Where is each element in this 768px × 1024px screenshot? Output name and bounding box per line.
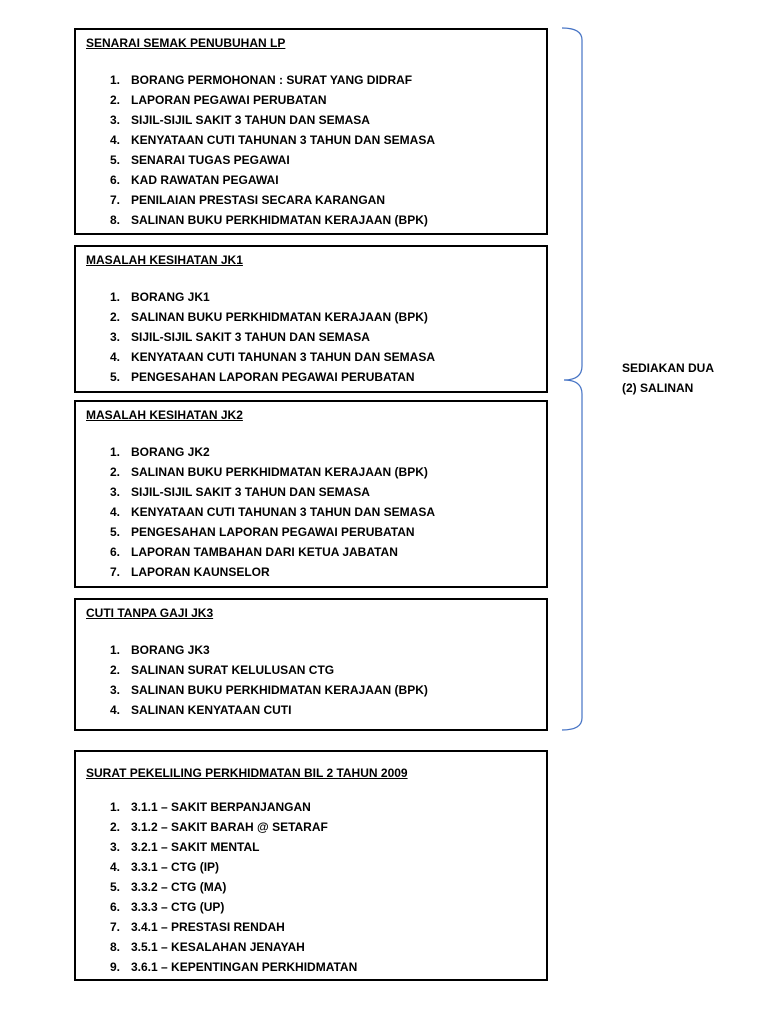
item-text: 3.2.1 – SAKIT MENTAL	[131, 840, 260, 854]
item-number: 4.	[109, 703, 120, 717]
item-text: SALINAN BUKU PERKHIDMATAN KERAJAAN (BPK)	[131, 310, 428, 324]
item-text: 3.3.2 – CTG (MA)	[131, 880, 227, 894]
curly-brace-icon	[560, 26, 590, 736]
list-item	[86, 502, 536, 522]
item-number: 2.	[109, 310, 120, 324]
box-title: MASALAH KESIHATAN JK1	[86, 253, 243, 267]
list-item	[86, 442, 536, 462]
list-item	[86, 522, 536, 542]
item-text: KENYATAAN CUTI TAHUNAN 3 TAHUN DAN SEMASA	[131, 133, 436, 147]
checklist	[86, 797, 536, 977]
list-item	[86, 347, 536, 367]
checklist-box-lp	[74, 28, 548, 235]
item-text: KENYATAAN CUTI TAHUNAN 3 TAHUN DAN SEMASA	[131, 505, 436, 519]
checklist-box-jk1	[74, 245, 548, 393]
copies-note	[622, 358, 752, 398]
item-number: 4.	[109, 133, 120, 147]
list-item	[86, 857, 536, 877]
box-title: SENARAI SEMAK PENUBUHAN LP	[86, 36, 286, 50]
item-number: 5.	[109, 370, 120, 384]
item-number: 8.	[109, 213, 120, 227]
list-item	[86, 307, 536, 327]
item-number: 6.	[109, 545, 120, 559]
list-item	[86, 90, 536, 110]
item-number: 2.	[109, 93, 120, 107]
item-number: 1.	[109, 445, 120, 459]
item-text: LAPORAN KAUNSELOR	[131, 565, 270, 579]
item-text: PENILAIAN PRESTASI SECARA KARANGAN	[131, 193, 386, 207]
list-item	[86, 462, 536, 482]
list-item	[86, 70, 536, 90]
list-item	[86, 917, 536, 937]
list-item	[86, 150, 536, 170]
item-number: 3.	[109, 113, 120, 127]
box-title: SURAT PEKELILING PERKHIDMATAN BIL 2 TAHUN 2009	[86, 766, 408, 780]
item-number: 3.	[109, 485, 120, 499]
item-text: LAPORAN TAMBAHAN DARI KETUA JABATAN	[131, 545, 398, 559]
list-item	[86, 482, 536, 502]
item-number: 3.	[109, 683, 120, 697]
checklist-box-jk3	[74, 598, 548, 731]
list-item	[86, 700, 536, 720]
item-text: BORANG JK3	[131, 643, 210, 657]
item-number: 9.	[109, 960, 120, 974]
item-number: 5.	[109, 880, 120, 894]
item-text: 3.5.1 – KESALAHAN JENAYAH	[131, 940, 305, 954]
item-number: 7.	[109, 193, 120, 207]
item-text: SALINAN BUKU PERKHIDMATAN KERAJAAN (BPK)	[131, 465, 428, 479]
list-item	[86, 660, 536, 680]
list-item	[86, 190, 536, 210]
list-item	[86, 542, 536, 562]
list-item	[86, 937, 536, 957]
list-item	[86, 367, 536, 387]
list-item	[86, 897, 536, 917]
list-item	[86, 287, 536, 307]
item-text: SIJIL-SIJIL SAKIT 3 TAHUN DAN SEMASA	[131, 330, 370, 344]
item-text: 3.4.1 – PRESTASI RENDAH	[131, 920, 285, 934]
copies-note-line1: SEDIAKAN DUA	[622, 361, 715, 375]
list-item	[86, 562, 536, 582]
list-item	[86, 957, 536, 977]
list-item	[86, 110, 536, 130]
item-number: 8.	[109, 940, 120, 954]
item-text: SALINAN SURAT KELULUSAN CTG	[131, 663, 335, 677]
item-number: 1.	[109, 73, 120, 87]
list-item	[86, 837, 536, 857]
list-item	[86, 640, 536, 660]
item-text: SALINAN BUKU PERKHIDMATAN KERAJAAN (BPK)	[131, 683, 428, 697]
checklist	[86, 70, 536, 230]
item-number: 3.	[109, 840, 120, 854]
item-text: SIJIL-SIJIL SAKIT 3 TAHUN DAN SEMASA	[131, 113, 370, 127]
item-number: 1.	[109, 290, 120, 304]
item-number: 1.	[109, 800, 120, 814]
item-number: 6.	[109, 173, 120, 187]
checklist-box-jk2	[74, 400, 548, 588]
item-number: 3.	[109, 330, 120, 344]
item-number: 5.	[109, 525, 120, 539]
item-number: 4.	[109, 505, 120, 519]
checklist	[86, 442, 536, 582]
item-text: 3.1.2 – SAKIT BARAH @ SETARAF	[131, 820, 328, 834]
box-title: CUTI TANPA GAJI JK3	[86, 606, 214, 620]
list-item	[86, 817, 536, 837]
item-text: PENGESAHAN LAPORAN PEGAWAI PERUBATAN	[131, 370, 415, 384]
item-number: 2.	[109, 465, 120, 479]
item-number: 7.	[109, 565, 120, 579]
item-text: KAD RAWATAN PEGAWAI	[131, 173, 279, 187]
item-text: SALINAN KENYATAAN CUTI	[131, 703, 292, 717]
item-text: BORANG JK1	[131, 290, 210, 304]
item-number: 2.	[109, 663, 120, 677]
checklist	[86, 640, 536, 720]
item-text: BORANG PERMOHONAN : SURAT YANG DIDRAF	[131, 73, 413, 87]
item-number: 4.	[109, 350, 120, 364]
list-item	[86, 210, 536, 230]
item-text: 3.3.1 – CTG (IP)	[131, 860, 220, 874]
copies-note-line2: (2) SALINAN	[622, 381, 694, 395]
item-number: 5.	[109, 153, 120, 167]
item-text: SIJIL-SIJIL SAKIT 3 TAHUN DAN SEMASA	[131, 485, 370, 499]
item-number: 7.	[109, 920, 120, 934]
list-item	[86, 797, 536, 817]
list-item	[86, 130, 536, 150]
list-item	[86, 327, 536, 347]
item-text: LAPORAN PEGAWAI PERUBATAN	[131, 93, 327, 107]
item-text: PENGESAHAN LAPORAN PEGAWAI PERUBATAN	[131, 525, 415, 539]
item-number: 4.	[109, 860, 120, 874]
list-item	[86, 877, 536, 897]
item-text: 3.3.3 – CTG (UP)	[131, 900, 225, 914]
item-text: KENYATAAN CUTI TAHUNAN 3 TAHUN DAN SEMASA	[131, 350, 436, 364]
item-number: 6.	[109, 900, 120, 914]
checklist	[86, 287, 536, 387]
item-text: SENARAI TUGAS PEGAWAI	[131, 153, 290, 167]
circular-reference-box	[74, 750, 548, 981]
item-text: 3.1.1 – SAKIT BERPANJANGAN	[131, 800, 311, 814]
list-item	[86, 170, 536, 190]
item-number: 2.	[109, 820, 120, 834]
item-text: 3.6.1 – KEPENTINGAN PERKHIDMATAN	[131, 960, 358, 974]
box-title: MASALAH KESIHATAN JK2	[86, 408, 243, 422]
item-text: SALINAN BUKU PERKHIDMATAN KERAJAAN (BPK)	[131, 213, 428, 227]
item-number: 1.	[109, 643, 120, 657]
list-item	[86, 680, 536, 700]
item-text: BORANG JK2	[131, 445, 210, 459]
